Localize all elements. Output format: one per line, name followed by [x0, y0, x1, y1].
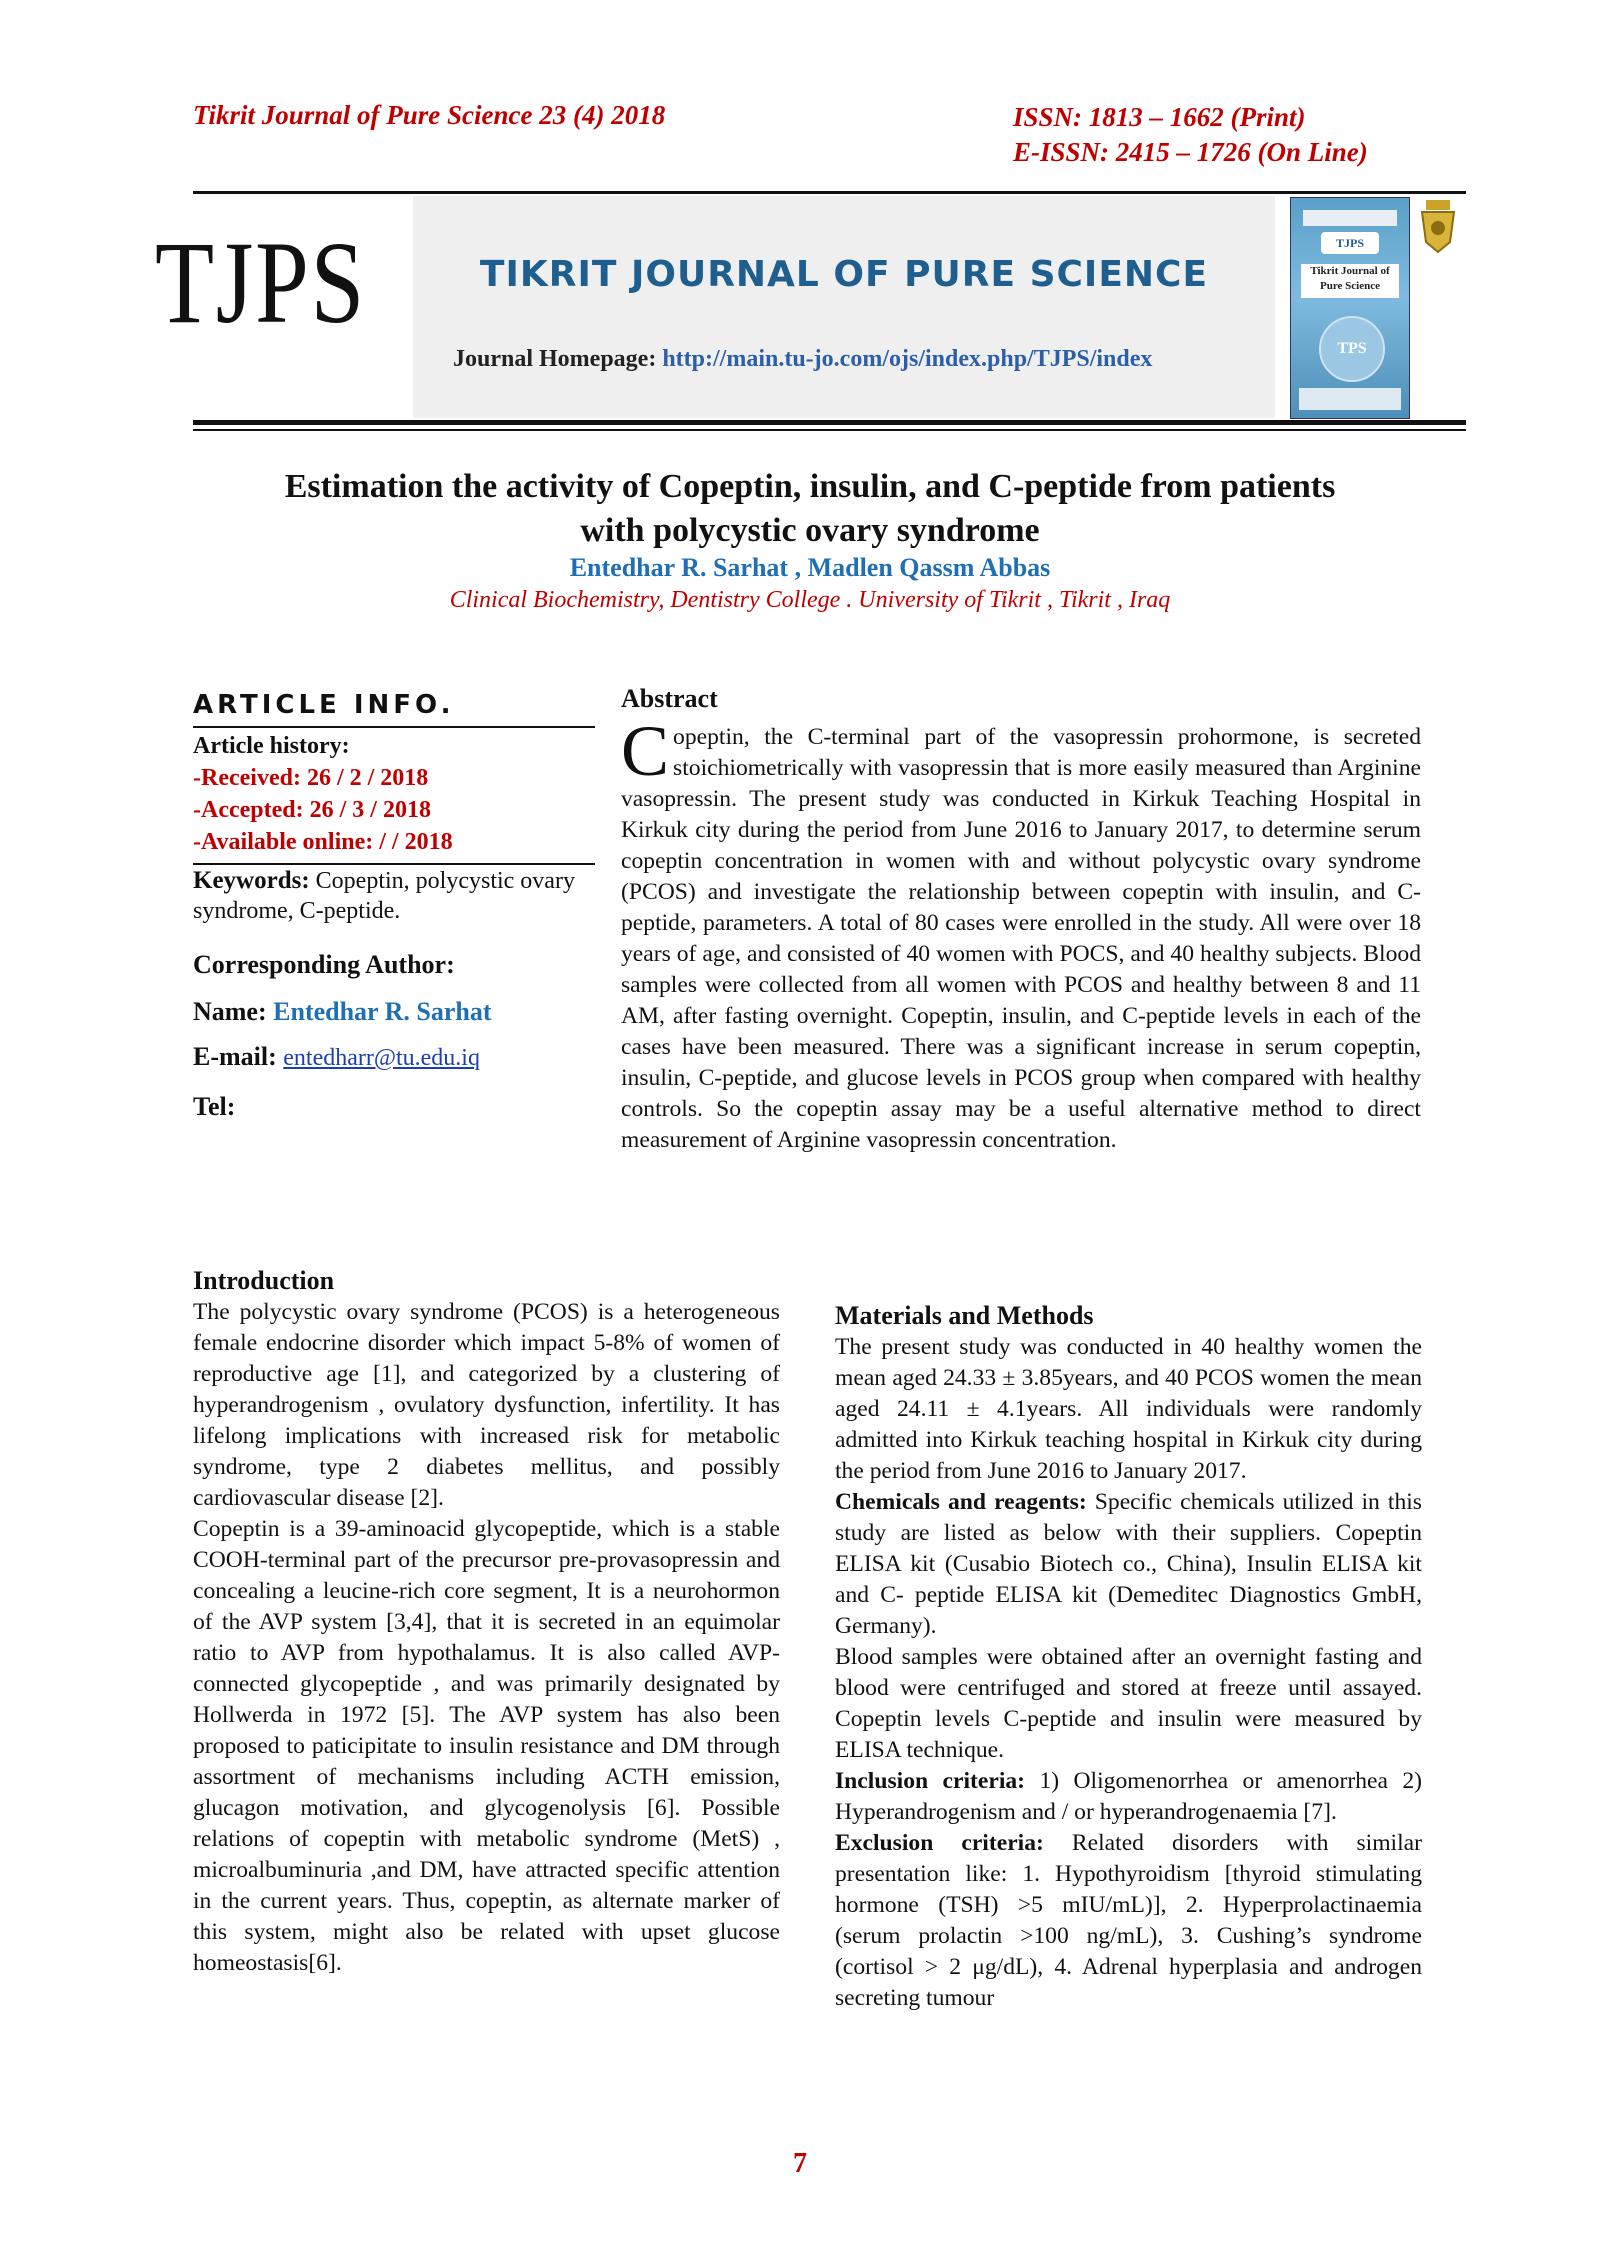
- methods-section: [835, 1300, 1422, 2014]
- abstract-dropcap: C: [621, 711, 670, 791]
- article-affiliation: Clinical Biochemistry, Dentistry College . University of Tikrit , Tikrit , Iraq: [449, 587, 1171, 613]
- abstract-text: Copeptin, the C-terminal part of the vasopressin prohormone, is secreted stoichiometrically with vasopressin that is more easily measured than Arginine vasopressin. The present study was conducted in Kirkuk Teaching Hospital in Kirkuk city during the period from June 2016 to January 2017, to determine serum copeptin concentration in women with and without polycystic ovary syndrome (PCOS) and investigate the relationship between copeptin with insulin, and C-peptide, parameters. A total of 80 cases were enrolled in the study. All were over 18 years of age, and consisted of 40 women with POCS, and 40 healthy subjects. Blood samples were collected from all women with PCOS and healthy between 8 and 11 AM, after fasting overnight. Copeptin, insulin, and C-peptide levels in each of the cases have been measured. There was a significant increase in serum copeptin, insulin, C-peptide, and glucose levels in PCOS group when compared with healthy controls. So the copeptin assay may be a useful alternative method to direct measurement of Arginine vasopressin concentration.: [621, 711, 1421, 1153]
- homepage-link[interactable]: http://main.tu-jo.com/ojs/index.php/TJPS/index: [662, 346, 1153, 372]
- header-rule: [193, 191, 1466, 194]
- email-link[interactable]: entedharr@tu.edu.iq: [283, 1045, 480, 1071]
- corresponding-author-label: Corresponding Author:: [193, 950, 455, 979]
- author-email: E-mail: entedharr@tu.edu.iq: [193, 1042, 480, 1071]
- introduction-paragraph-2: Copeptin is a 39-aminoacid glycopeptide, which is a stable COOH-terminal part of the precursor pre-provasopressin and concealing a leucine-rich core segment, It is a neurohormon of the AVP system [3,4], that it is secreted in an equimolar ratio to AVP from hypothalamus. It is also called AVP- connected glycopeptide , and was primarily designated by Hollwerda in 1972 [5]. The AVP system has also been proposed to paticipitate to insulin resistance and DM through assortment of mechanisms including ACTH emission, glucagon motivation, and glycogenolysis [6]. Possible relations of copeptin with metabolic syndrome (MetS) , microalbuminuria ,and DM, have attracted specific attention in the current years. Thus, copeptin, as alternate marker of this system, might also be related with upset glucose homeostasis[6].: [193, 1516, 780, 1976]
- journal-title: TIKRIT JOURNAL OF PURE SCIENCE: [479, 254, 1209, 295]
- methods-heading: Materials and Methods: [835, 1301, 1094, 1330]
- online-date: / / 2018: [379, 829, 453, 855]
- journal-cover-image: [1290, 197, 1410, 419]
- journal-homepage: [453, 346, 1152, 373]
- abstract-heading: Abstract: [621, 684, 718, 713]
- issn-online: E-ISSN: 2415 – 1726 (On Line): [1013, 137, 1368, 167]
- university-crest-icon: [1418, 198, 1458, 254]
- tjps-logo: TJPS: [155, 217, 366, 348]
- introduction-paragraph-1: The polycystic ovary syndrome (PCOS) is a heterogeneous female endocrine disorder which impact 5-8% of women of reproductive age [1], and categorized by a clustering of hyperandrogenism , ovulatory dysfunction, infertility. It has lifelong implications with increased risk for metabolic syndrome, type 2 diabetes mellitus, and possibly cardiovascular disease [2].: [193, 1299, 780, 1511]
- article-title: Estimation the activity of Copeptin, insulin, and C-peptide from patients with polycystic ovary syndrome: [284, 468, 1336, 549]
- page-number: 7: [793, 2148, 807, 2179]
- inclusion-criteria: Inclusion criteria: 1) Oligomenorrhea or amenorrhea 2) Hyperandrogenism and / or hyperandrogenaemia [7].: [835, 1768, 1422, 1825]
- article-authors: Entedhar R. Sarhat , Madlen Qassm Abbas: [569, 553, 1051, 582]
- author-name: Name: Entedhar R. Sarhat: [193, 997, 492, 1026]
- cover-footer: [1299, 388, 1401, 410]
- issn-block: [1013, 100, 1368, 170]
- received-date: 26 / 2 / 2018: [306, 765, 429, 791]
- cover-strip: [1303, 210, 1397, 226]
- article-info-rule: [193, 726, 595, 728]
- homepage-label: Journal Homepage:: [453, 346, 663, 372]
- article-history: Article history: -Received: 26 / 2 / 2018 -Accepted: 26 / 3 / 2018 -Available online: / / 2018: [193, 733, 453, 855]
- keywords: Keywords: Copeptin, polycystic ovary syndrome, C-peptide.: [193, 867, 575, 924]
- journal-banner: [413, 196, 1275, 418]
- accepted-date: 26 / 3 / 2018: [309, 797, 431, 823]
- article-info-rule-2: [193, 863, 595, 865]
- journal-reference: Tikrit Journal of Pure Science 23 (4) 2018: [193, 100, 666, 130]
- introduction-section: [193, 1265, 780, 1979]
- exclusion-criteria: Exclusion criteria: Related disorders with similar presentation like: 1. Hypothyroidism [thyroid stimulating hormone (TSH) >5 mIU/mL)], 2. Hyperprolactinaemia (serum prolactin >100 ng/mL), 3. Cushing’s syndrome (cortisol > 2 μg/dL), 4. Adrenal hyperplasia and androgen secreting tumour: [835, 1830, 1422, 2011]
- introduction-heading: Introduction: [193, 1266, 335, 1295]
- article-info-heading: ARTICLE INFO.: [193, 690, 455, 720]
- methods-paragraph-1: The present study was conducted in 40 healthy women the mean aged 24.33 ± 3.85years, and 40 PCOS women the mean aged 24.11 ± 4.1years. All individuals were randomly admitted into Kirkuk teaching hospital in Kirkuk city during the period from June 2016 to January 2017.: [835, 1334, 1422, 1484]
- banner-rule-thin: [193, 429, 1466, 431]
- cover-badge: TJPS: [1321, 232, 1379, 254]
- issn-print: ISSN: 1813 – 1662 (Print): [1013, 102, 1306, 132]
- cover-title: Tikrit Journal of Pure Science: [1301, 264, 1399, 298]
- blood-samples-paragraph: Blood samples were obtained after an overnight fasting and blood were centrifuged and stored at freeze until assayed. Copeptin levels C-peptide and insulin were measured by ELISA technique.: [835, 1644, 1422, 1763]
- banner-rule-thick: [193, 420, 1466, 425]
- cover-emblem: TPS: [1319, 316, 1385, 382]
- author-tel: Tel:: [193, 1092, 236, 1121]
- chemicals-paragraph: Chemicals and reagents: Specific chemicals utilized in this study are listed as below with their suppliers. Copeptin ELISA kit (Cusabio Biotech co., China), Insulin ELISA kit and C- peptide ELISA kit (Demeditec Diagnostics GmbH, Germany).: [835, 1489, 1422, 1639]
